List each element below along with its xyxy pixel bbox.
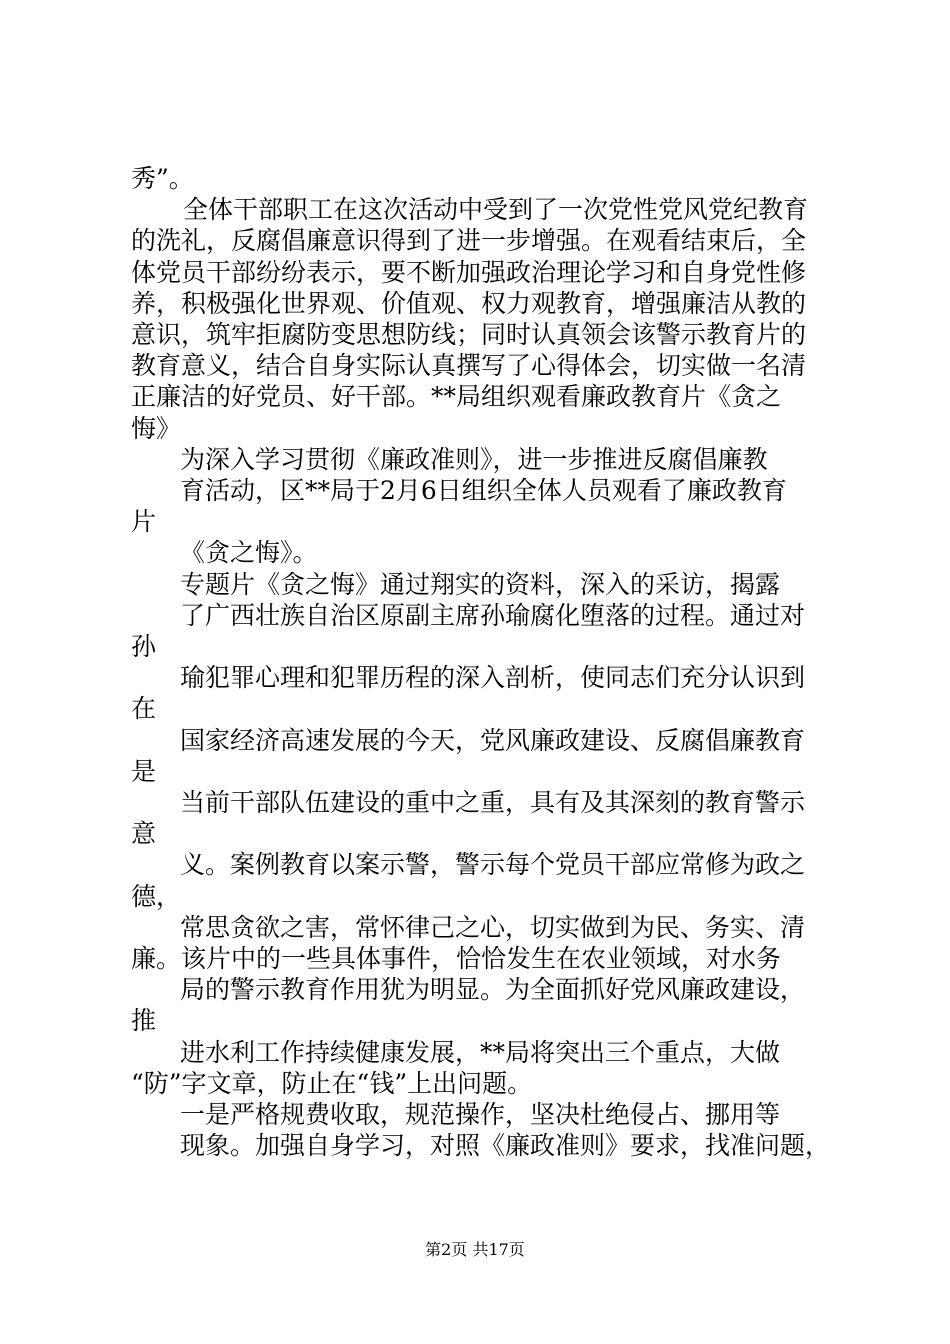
text-line: 专题片《贪之悔》通过翔实的资料，深入的采访，揭露 xyxy=(180,569,781,599)
text-line: 的洗礼，反腐倡廉意识得到了进一步增强。在观看结束后，全 xyxy=(131,226,807,256)
text-line: 体党员干部纷纷表示，要不断加强政治理论学习和自身党性修 xyxy=(131,257,807,287)
text-line: 教育意义，结合自身实际认真撰写了心得体会，切实做一名清 xyxy=(131,351,807,381)
text-line: 推 xyxy=(131,1006,157,1036)
text-line: 常思贪欲之害，常怀律己之心，切实做到为民、务实、清 xyxy=(180,912,806,942)
page-footer: 第2页 共17页 xyxy=(425,1240,525,1259)
text-line: 《贪之悔》。 xyxy=(180,538,318,568)
text-line: 瑜犯罪心理和犯罪历程的深入剖析，使同志们充分认识到 xyxy=(180,663,806,693)
text-line: 育活动，区**局于2月6日组织全体人员观看了廉政教育 xyxy=(180,476,787,505)
text-line: 意识，筑牢拒腐防变思想防线；同时认真领会该警示教育片的 xyxy=(131,320,807,349)
text-line: 为深入学习贯彻《廉政准则》，进一步推进反腐倡廉教 xyxy=(180,444,768,474)
text-line: 养，积极强化世界观、价值观、权力观教育，增强廉洁从教的 xyxy=(131,288,807,318)
text-line: 是 xyxy=(131,756,157,786)
text-line: 全体干部职工在这次活动中受到了一次党性党风党纪教育 xyxy=(183,195,809,225)
text-line: 悔》 xyxy=(131,413,182,443)
text-line: “防”字文章，防止在“钱”上出问题。 xyxy=(131,1068,533,1098)
text-line: 国家经济高速发展的今天，党风廉政建设、反腐倡廉教育 xyxy=(180,725,806,755)
text-line: 现象。加强自身学习，对照《廉政准则》要求，找准问题， xyxy=(180,1131,831,1161)
text-line: 廉。该片中的一些具体事件，恰恰发生在农业领域，对水务 xyxy=(131,944,782,973)
text-line: 了广西壮族自治区原副主席孙瑜腐化堕落的过程。通过对 xyxy=(180,600,806,630)
text-line: 当前干部队伍建设的重中之重，具有及其深刻的教育警示 xyxy=(180,788,806,817)
text-line: 德， xyxy=(131,881,182,911)
text-line: 孙 xyxy=(131,632,157,661)
text-line: 正廉洁的好党员、好干部。**局组织观看廉政教育片《贪之 xyxy=(131,382,782,412)
text-line: 局的警示教育作用犹为明显。为全面抓好党风廉政建设， xyxy=(180,975,806,1005)
text-line: 秀”。 xyxy=(131,164,194,193)
text-line: 进水利工作持续健康发展，**局将突出三个重点，大做 xyxy=(180,1037,781,1067)
text-line: 义。案例教育以案示警，警示每个党员干部应常修为政之 xyxy=(180,850,806,880)
text-line: 在 xyxy=(131,694,157,724)
text-line: 片 xyxy=(131,507,157,537)
text-line: 一是严格规费收取，规范操作，坚决杜绝侵占、挪用等 xyxy=(180,1100,781,1129)
text-line: 意 xyxy=(131,819,157,849)
